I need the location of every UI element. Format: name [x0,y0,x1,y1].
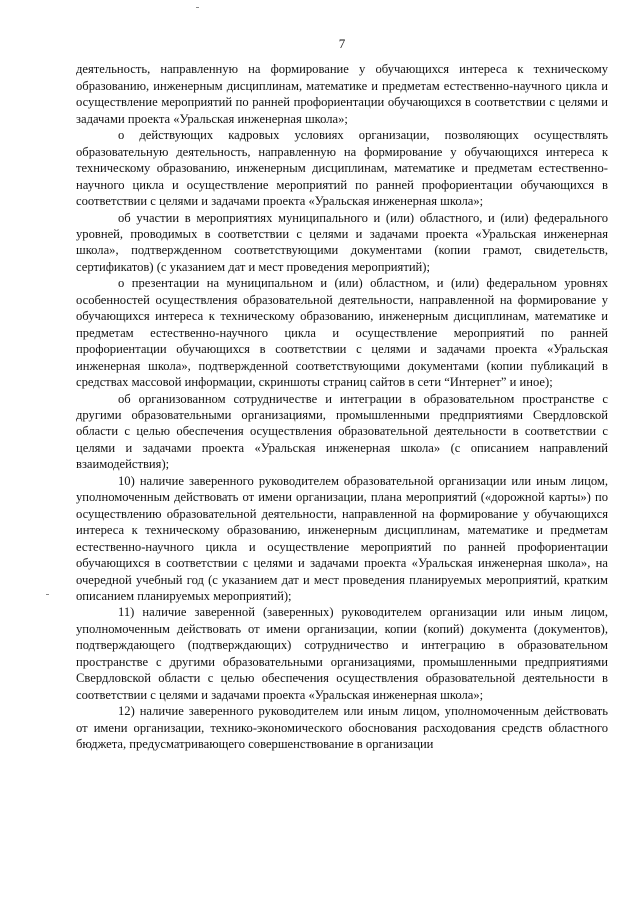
paragraph-item-10: 10) наличие заверенного руководителем образовательной организации или иным лицом, уполномоченным действовать от имени организации, плана мероприятий («дорожной карты») по осуществлению образовательной деятельности, направленной на формирование у обучающихся интереса к техническому образованию, инженерным дисциплинам, математике и предметам естественно-научного цикла и осуществление мероприятий по ранней профориентации обучающихся в соответствии с целями и задачами проекта «Уральская инженерная школа», на очередной учебный год (с указанием дат и мест проведения планируемых мероприятий, кратким описанием планируемых мероприятий); [76,473,608,603]
paragraph-cooperation: об организованном сотрудничестве и интеграции в образовательном пространстве с другими образовательными организациями, промышленными предприятиями Свердловской области с целью обеспечения осуществления образовательной деятельности в соответствии с целями и задачами проекта «Уральская инженерная школа» (с описанием направлений взаимодействия); [76,391,608,472]
scan-speck [196,7,199,8]
paragraph-item-11: 11) наличие заверенной (заверенных) руководителем организации или иным лицом, уполномоченным действовать от имени организации, копии (копий) документа (документов), подтверждающего (подтверждающих) сотрудничество и интеграцию в образовательном пространстве с другими образовательными организациями, промышленными предприятиями Свердловской области с целью обеспечения осуществления образовательной деятельности в соответствии с целями и задачами проекта «Уральская инженерная школа»; [76,605,608,702]
paragraph-item-12: 12) наличие заверенного руководителем или иным лицом, уполномоченным действовать от имени организации, технико-экономического обоснования расходования средств областного бюджета, предусматривающего совершенствование в организации [76,704,608,752]
paragraph-event-participation: об участии в мероприятиях муниципального и (или) областного, и (или) федерального уровней, проводимых в соответствии с целями и задачами проекта «Уральская инженерная школа», подтвержденном соответствующими документами (копии грамот, свидетельств, сертификатов) (с указанием дат и мест проведения мероприятий); [76,210,608,274]
scan-speck [46,594,49,595]
document-page [76,36,608,752]
paragraph-staff-conditions: о действующих кадровых условиях организации, позволяющих осуществлять образовательную деятельность, направленную на формирование у обучающихся интереса к техническому образованию, инженерным дисциплинам, математике и предметам естественно-научного цикла и осуществление мероприятий по ранней профориентации обучающихся в соответствии с целями и задачами проекта «Уральская инженерная школа»; [76,128,608,209]
paragraph-continuation: деятельность, направленную на формирование у обучающихся интереса к техническому образованию, инженерным дисциплинам, математике и предметам естественно-научного цикла и осуществление мероприятий по ранней профориентации обучающихся в соответствии с целями и задачами проекта «Уральская инженерная школа»; [76,62,608,126]
page-number: 7 [338,36,346,51]
paragraph-presentation: о презентации на муниципальном и (или) областном, и (или) федеральном уровнях особенностей осуществления образовательной деятельности, направленной на формирование у обучающихся интереса к техническому образованию, инженерным дисциплинам, математике и предметам естественно-научного цикла и осуществление мероприятий по ранней профориентации обучающихся в соответствии с целями и задачами проекта «Уральская инженерная школа», подтвержденной соответствующими документами (копии публикаций в средствах массовой информации, скриншоты страниц сайтов в сети “Интернет” и иное); [76,276,608,390]
